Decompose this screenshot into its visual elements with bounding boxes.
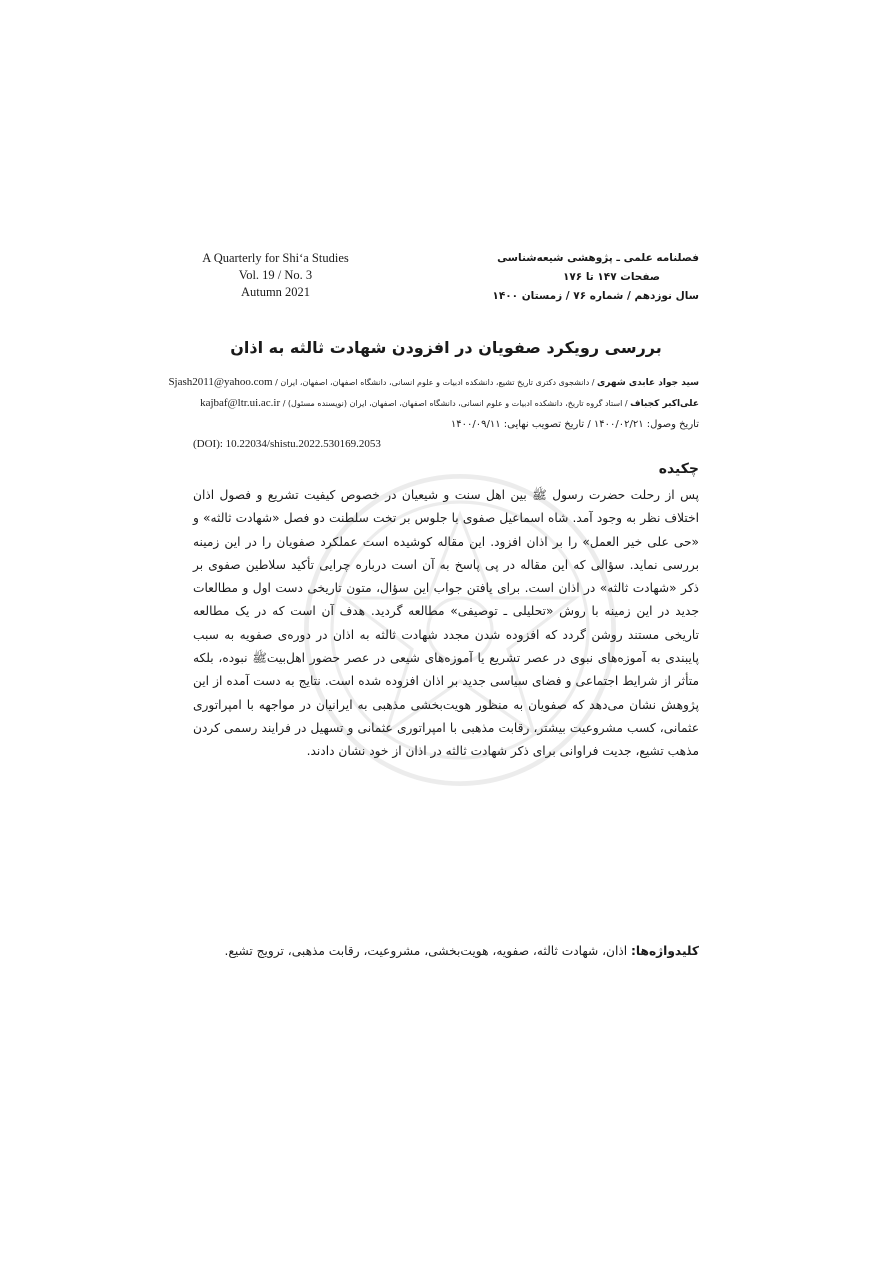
author-1-email: Sjash2011@yahoo.com [168,376,273,388]
author-2-affiliation: / استاد گروه تاریخ، دانشکده ادبیات و علوم انسانی، دانشگاه اصفهان، اصفهان، ایران (نویسنده مسئول) / [282,399,628,408]
journal-header-fa [399,249,699,306]
journal-header-en [193,250,358,301]
article-title: بررسی رویکرد صفویان در افزودن شهادت ثالثه به اذان [230,338,662,357]
abstract-heading: چکیده [658,461,699,477]
journal-volume: Vol. 19 / No. 3 [238,268,313,282]
author-2-email: kajbaf@ltr.ui.ac.ir [200,397,281,409]
journal-season: Autumn 2021 [240,285,311,299]
keywords-label: کلیدواژه‌ها: [631,944,699,958]
journal-name-fa: فصلنامه علمی ـ پژوهشی شیعه‌شناسی [497,252,699,264]
author-2 [193,397,699,409]
received-approved-dates: تاریخ وصول: ۱۴۰۰/۰۲/۲۱ / تاریخ تصویب نهایی: ۱۴۰۰/۰۹/۱۱ [450,419,699,430]
journal-pages: صفحات ۱۴۷ تا ۱۷۶ [562,271,661,283]
author-1-affiliation: / دانشجوی دکتری تاریخ تشیع، دانشکده ادبیات و علوم انسانی، دانشگاه اصفهان، اصفهان، ایران / [275,378,595,387]
journal-issue: سال نوزدهم / شماره ۷۶ / زمستان ۱۴۰۰ [492,290,699,302]
journal-name-en: A Quarterly for Shi‘a Studies [202,251,349,265]
doi: (DOI): 10.22034/shistu.2022.530169.2053 [193,438,381,450]
abstract-text: پس از رحلت حضرت رسول ﷺ بین اهل سنت و شیعیان در خصوص کیفیت تشریع و فصول اذان اختلاف نظر به وجود آمد. شاه اسماعیل صفوی با جلوس بر تخت سلطنت دو فصل «شهادت ثالثه» و «حی علی خیر العمل» را بر اذان افزود. این مقاله کوشیده است عملکرد صفویان را در این زمینه بررسی نماید. سؤالی که این مقاله در پی پاسخ به آن است درباره چرایی تأکید سلاطین صفوی بر ذکر «شهادت ثالثه» در اذان است. برای یافتن جواب این سؤال، متون تاریخی دست اول و مطالعات جدید در این زمینه با روش «تحلیلی ـ توصیفی» مطالعه گردید. هدف آن است که در یک مطالعه تاریخی مستند روشن گردد که افزوده شدن مجدد شهادت ثالثه به اذان در دوره‌ی صفویه به سبب پایبندی به آموزه‌های نبوی در عصر تشریع یا آموزه‌های شیعی در عصر حضور اهل‌بیت‌ﷺ نبوده، بلکه متأثر از شرایط اجتماعی و فضای سیاسی جدید بر اذان افزوده شده است. نتایج به دست آمده از این پژوهش نشان می‌دهد که صفویان به منظور هویت‌بخشی مذهبی به ایرانیان در مواجهه با امپراتوری عثمانی، کسب مشروعیت بیشتر، رقابت مذهبی با امپراتوری عثمانی و تسهیل در فرایند رسمی کردن مذهب تشیع، جدیت فراوانی برای ذکر شهادت ثالثه در اذان از خود نشان دادند. [193,488,699,759]
author-1-name: سید جواد عابدی شهری [597,378,699,388]
keywords-list: اذان، شهادت ثالثه، صفویه، هویت‌بخشی، مشروعیت، رقابت مذهبی، ترویج تشیع. [224,944,628,958]
author-2-name: علی‌اکبر کجباف [630,399,699,409]
author-1 [168,376,699,388]
keywords [193,940,699,963]
